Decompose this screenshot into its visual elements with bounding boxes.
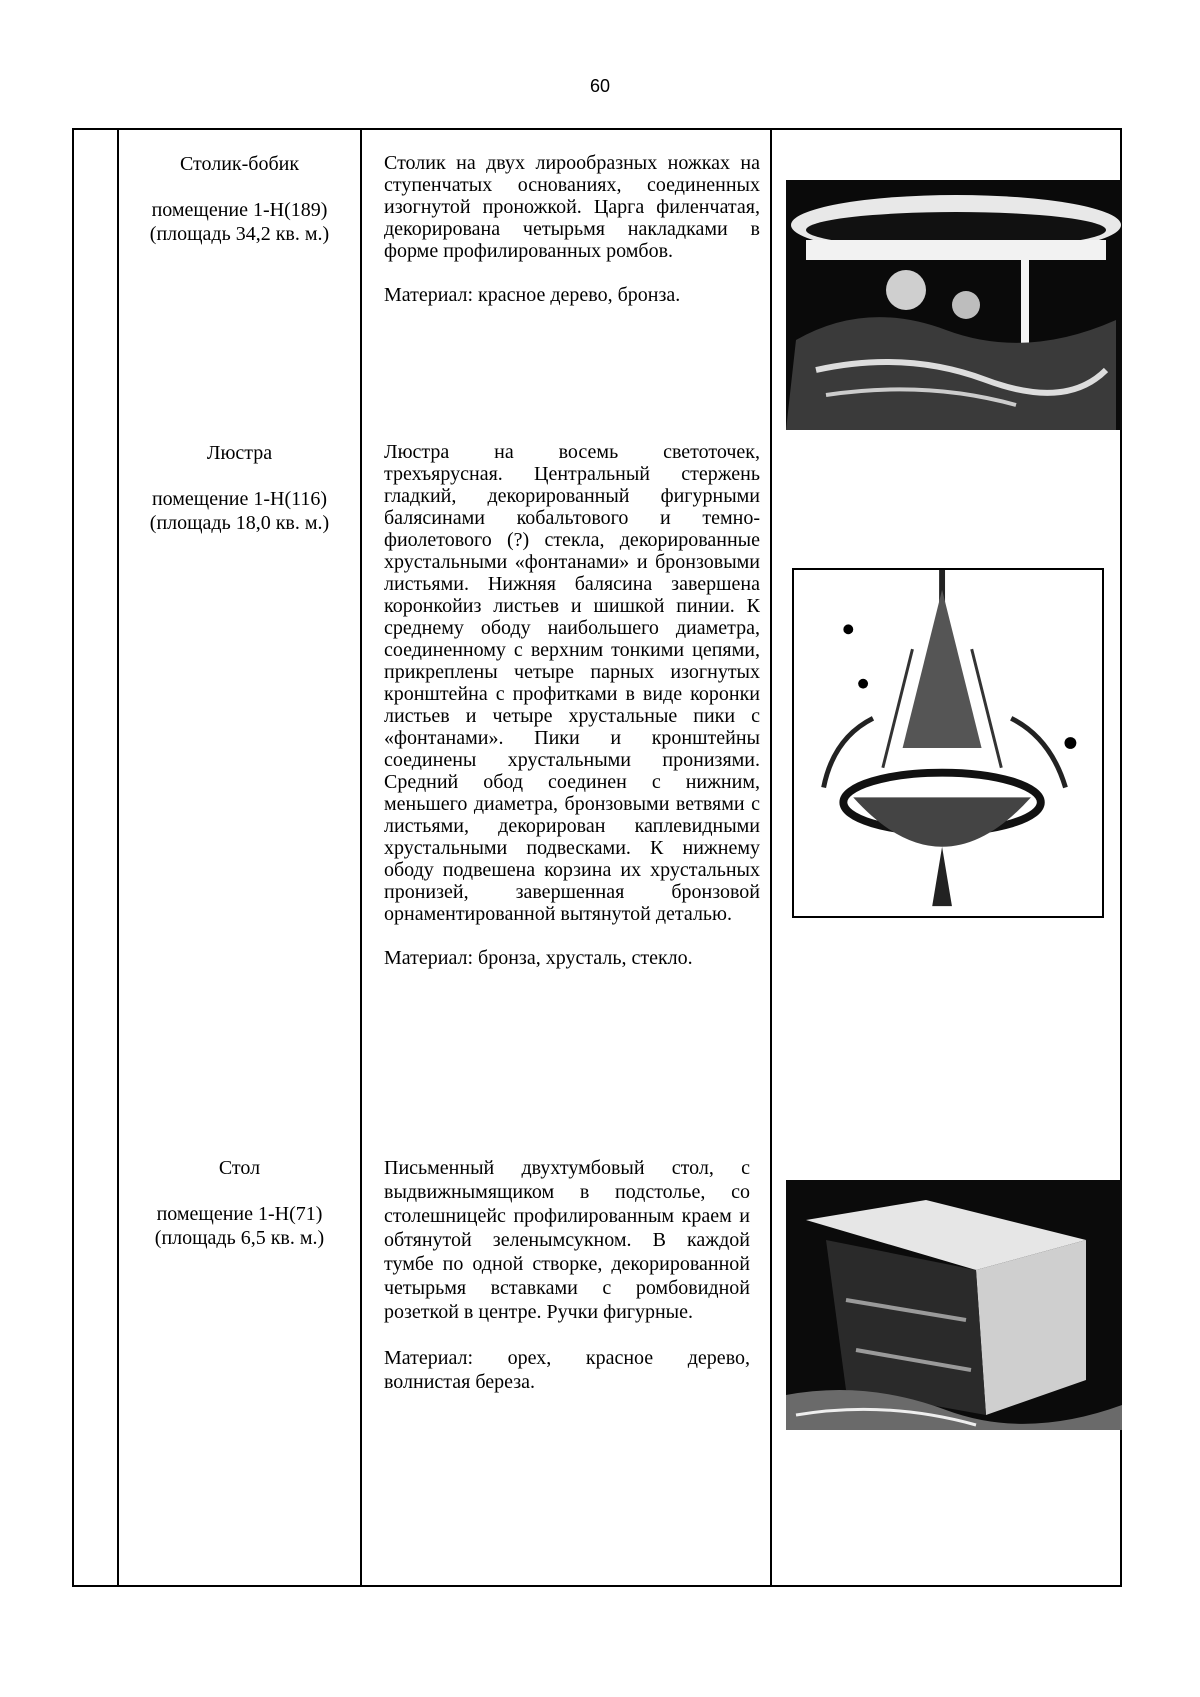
chandelier-photo [792,568,1104,918]
item-description: Столик на двух лирообразных ножках на ступенчатых основаниях, соединенных изогнутой проножкой. Царга филенчатая, декорирована четырьмя накладками в форме профилированных ромбов. [384,152,760,262]
item-description: Письменный двухтумбовый стол, с выдвижнымящиком в подстолье, со столешницейс профилированным краем и обтянутой зеленымсукном. В каждой тумбе по одной створке, декорированной четырьмя вставками с ромбовидной розеткой в центре. Ручки фигурные. [384,1157,750,1323]
inventory-table [72,128,1122,1587]
table-photo [786,180,1122,430]
item-name: Люстра [206,442,273,464]
item-name-cell [119,441,360,535]
column-divider [360,130,362,1585]
item-area: (площадь 6,5 кв. м.) [154,1227,325,1249]
item-material: Материал: бронза, хрусталь, стекло. [384,947,693,969]
item-name: Столик-бобик [179,153,300,175]
item-material: Материал: красное дерево, бронза. [384,284,681,306]
item-room: помещение 1-Н(189) [151,199,328,221]
item-description-cell [384,441,760,969]
column-divider [117,130,119,1585]
item-description: Люстра на восемь светоточек, трехъярусная. Центральный стержень гладкий, декорированный фигурными балясинами кобальтового и темно-фиолетового (?) стекла, декорированные хрустальными «фонтанами» и бронзовыми листьями. Нижняя балясина завершена коронкойиз листьев и шишкой пинии. К среднему ободу наибольшего диаметра, соединенному с верхним тонкими цепями, прикреплены четыре парных изогнутых кронштейна с профитками в виде коронки листьев и четыре хрустальные пики с «фонтанами». Пики и кронштейны соединены хрустальными пронизями. Средний обод соединен с нижним, меньшего диаметра, бронзовыми ветвями с листьями, декорирован каплевидными хрустальными подвесками. К нижнему ободу подвешена корзина их хрустальных пронизей, завершенная бронзовой орнаментированной вытянутой деталью. [384,441,760,925]
item-name-cell [119,152,360,246]
item-area: (площадь 34,2 кв. м.) [149,223,330,245]
desk-photo [786,1180,1122,1430]
item-name: Стол [218,1157,261,1179]
page-number: 60 [589,76,611,96]
item-material: Материал: орех, красное дерево, волнистая береза. [384,1347,750,1393]
item-room: помещение 1-Н(116) [151,488,328,510]
item-room: помещение 1-Н(71) [156,1203,323,1225]
item-description-cell [384,1156,750,1394]
item-name-cell [119,1156,360,1250]
column-divider [770,130,772,1585]
item-area: (площадь 18,0 кв. м.) [149,512,330,534]
item-description-cell [384,152,760,306]
